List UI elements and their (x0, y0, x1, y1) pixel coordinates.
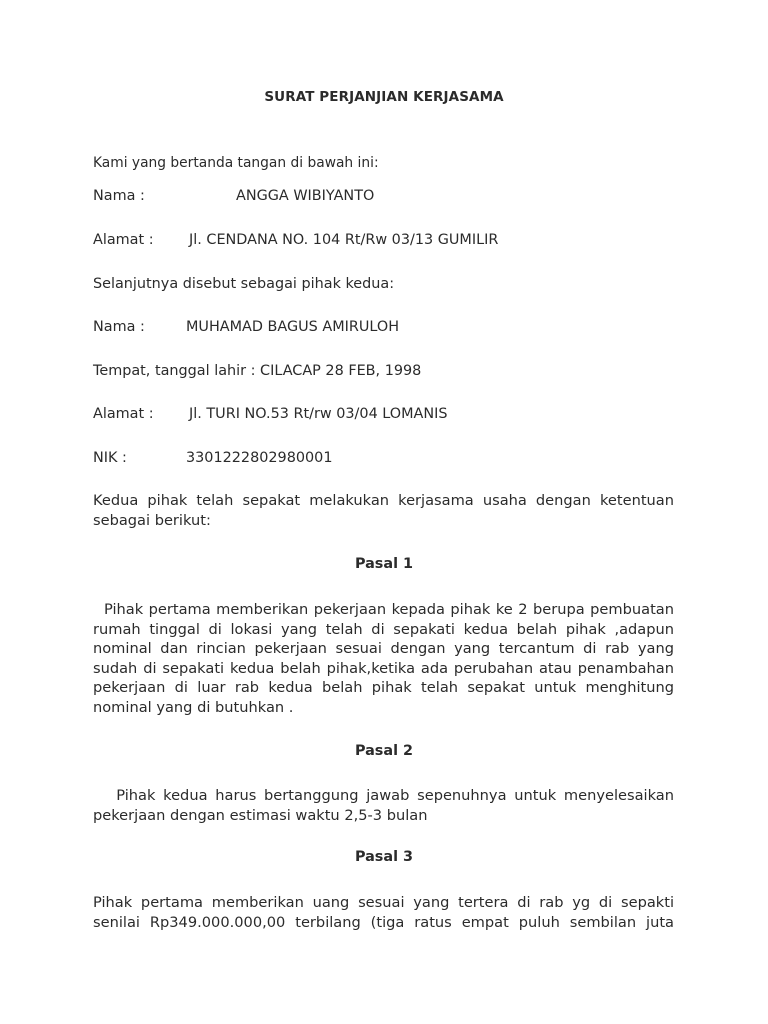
pasal1-text: Pihak pertama memberikan pekerjaan kepada pihak ke 2 berupa pembuatan rumah tinggal di lokasi yang telah di sepakati kedua belah pihak ,adapun nominal dan rincian pekerjaan sesuai dengan yang tercantum di rab yang sudah di sepakati kedua belah pihak,ketika ada perubahan atau penambahan pekerjaan di luar rab kedua belah pihak telah sepakat untuk menghitung nominal yang di butuhkan . (93, 601, 674, 716)
party1-name-value: ANGGA WIBIYANTO (236, 188, 375, 204)
party1-address-value: Jl. CENDANA NO. 104 Rt/Rw 03/13 GUMILIR (189, 232, 499, 248)
party1-address-label: Alamat : (93, 232, 154, 248)
party2-address-row (93, 404, 448, 424)
party2-address-label: Alamat : (93, 406, 154, 422)
pasal2-heading: Pasal 2 (354, 743, 414, 759)
party2-address-value: Jl. TURI NO.53 Rt/rw 03/04 LOMANIS (189, 406, 448, 422)
party2-name-value: MUHAMAD BAGUS AMIRULOH (186, 319, 400, 335)
pasal3-heading: Pasal 3 (354, 849, 414, 865)
document-title: SURAT PERJANJIAN KERJASAMA (264, 89, 504, 105)
second-party-intro: Selanjutnya disebut sebagai pihak kedua: (93, 276, 395, 292)
party1-address-row (93, 230, 499, 250)
party1-name-row (93, 186, 375, 206)
intro-text: Kami yang bertanda tangan di bawah ini: (93, 155, 379, 171)
party2-nik-row (93, 448, 333, 468)
pasal1-heading: Pasal 1 (354, 556, 414, 572)
agreement-intro: Kedua pihak telah sepakat melakukan kerjasama usaha dengan ketentuan sebagai berikut: (93, 492, 674, 529)
party2-nik-value: 3301222802980001 (186, 450, 333, 466)
pasal2-text: Pihak kedua harus bertanggung jawab sepenuhnya untuk menyelesaikan pekerjaan dengan estimasi waktu 2,5-3 bulan (93, 787, 674, 824)
party2-name-row (93, 317, 400, 337)
party2-birth-line: Tempat, tanggal lahir : CILACAP 28 FEB, 1998 (93, 363, 422, 379)
pasal3-text: Pihak pertama memberikan uang sesuai yang tertera di rab yg di sepakti senilai Rp349.000.000,00 terbilang (tiga ratus empat puluh sembilan juta (93, 894, 674, 931)
party2-name-label: Nama : (93, 319, 145, 335)
party1-name-label: Nama : (93, 188, 145, 204)
party2-nik-label: NIK : (93, 450, 127, 466)
